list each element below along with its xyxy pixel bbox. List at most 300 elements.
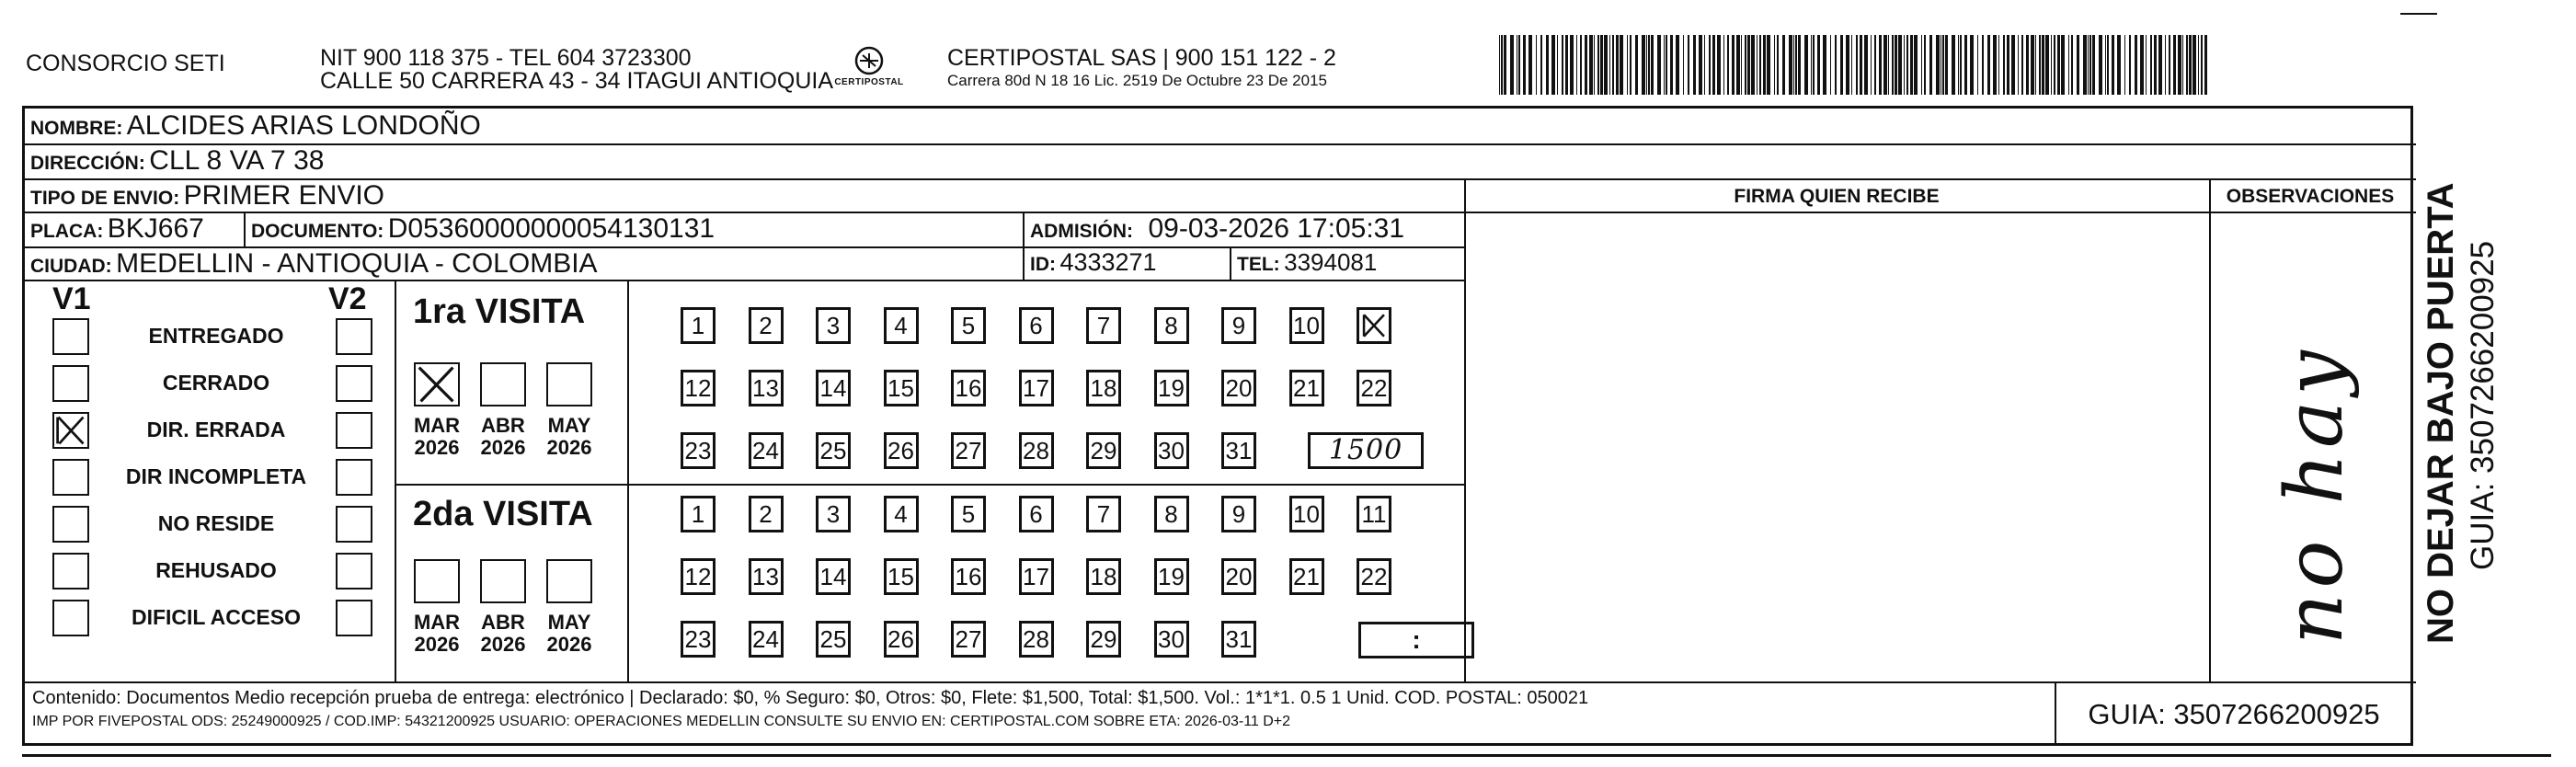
first-visit-day-25[interactable]: 25 [816, 432, 851, 469]
barcode-bar [2201, 35, 2203, 95]
second-visit-label: 2da VISITA [413, 495, 593, 533]
second-visit-day-8[interactable]: 8 [1154, 496, 1189, 532]
barcode-bar [1609, 35, 1610, 95]
barcode-bar [2057, 35, 2060, 95]
barcode-bar [2011, 35, 2015, 95]
x-mark-icon [1359, 310, 1389, 341]
second-visit-day-17[interactable]: 17 [1019, 558, 1054, 595]
barcode-bar [2077, 35, 2079, 95]
second-visit-month-checkbox-1[interactable] [480, 559, 526, 603]
barcode-bar [2035, 35, 2036, 95]
nombre-value: ALCIDES ARIAS LONDOÑO [126, 110, 481, 141]
v2-checkbox-0[interactable] [336, 318, 372, 355]
barcode-bar [1518, 35, 1520, 95]
barcode-bar [1741, 35, 1742, 95]
barcode-bar [1576, 35, 1577, 95]
barcode-bar [1688, 35, 1689, 95]
barcode-bar [2140, 35, 2144, 95]
barcode-bar [1727, 35, 1729, 95]
barcode-bar [1732, 35, 1735, 95]
barcode-bar [1767, 35, 1770, 95]
second-visit-time-box[interactable] [1358, 622, 1474, 658]
side-guia-text: GUIA: 3507266200925 [2465, 240, 2501, 570]
first-visit-time-handwritten: 1500 [1328, 434, 1403, 466]
second-visit-day-2[interactable]: 2 [749, 496, 784, 532]
second-visit-month-checkbox-0[interactable] [414, 559, 460, 603]
checklist-option-label: NO RESIDE [157, 511, 275, 535]
barcode-bar [1936, 35, 1940, 95]
first-visit-day-4[interactable]: 4 [884, 307, 919, 344]
barcode-bar [2026, 35, 2029, 95]
shipping-form [22, 106, 2413, 746]
barcode-bar [1864, 35, 1868, 95]
first-visit-day-2[interactable]: 2 [749, 307, 784, 344]
barcode-bar [1717, 35, 1721, 95]
first-visit-day-14[interactable]: 14 [816, 370, 851, 406]
direccion-value: CLL 8 VA 7 38 [149, 145, 325, 176]
v2-checkbox-2[interactable] [336, 412, 372, 449]
second-visit-day-23[interactable]: 23 [681, 621, 716, 658]
barcode-bar [1630, 35, 1631, 95]
first-visit-day-13[interactable]: 13 [749, 370, 784, 406]
second-visit-day-22[interactable]: 22 [1357, 558, 1391, 595]
side-guia [2465, 147, 2511, 570]
second-visit-day-5[interactable]: 5 [951, 496, 986, 532]
second-visit-month-label-1 [471, 612, 535, 656]
first-visit-day-9[interactable]: 9 [1221, 307, 1256, 344]
second-visit-day-24[interactable]: 24 [749, 621, 784, 658]
barcode-bar [2031, 35, 2034, 95]
second-visit-day-19[interactable]: 19 [1154, 558, 1189, 595]
barcode-bar [2068, 35, 2069, 95]
barcode-bar [2045, 35, 2049, 95]
barcode-bar [1589, 35, 1593, 95]
v1-checkbox-3[interactable] [52, 459, 89, 496]
barcode-bar [1817, 35, 1820, 95]
barcode-bar [1823, 35, 1826, 95]
nit-line: NIT 900 118 375 - TEL 604 3723300 [320, 45, 692, 71]
logo-text: CERTIPOSTAL [834, 77, 904, 87]
barcode-bar [2189, 35, 2192, 95]
side-warning-text: NO DEJAR BAJO PUERTA [2421, 182, 2461, 644]
barcode-bar [1646, 35, 1647, 95]
barcode-bar [1723, 35, 1724, 95]
tipo-label: TIPO DE ENVIO: [30, 188, 180, 209]
barcode-bar [1704, 35, 1705, 95]
barcode-bar [2088, 35, 2089, 95]
barcode-bar [1712, 35, 1715, 95]
checklist-option-label: ENTREGADO [148, 324, 284, 348]
month-name: MAY [547, 611, 591, 634]
first-visit-day-8[interactable]: 8 [1154, 307, 1189, 344]
barcode-bar [2092, 35, 2095, 95]
barcode-bar [1964, 35, 1967, 95]
barcode-bar [1745, 35, 1746, 95]
first-visit-day-5[interactable]: 5 [951, 307, 986, 344]
barcode-bar [1830, 35, 1831, 95]
first-visit-day-18[interactable]: 18 [1086, 370, 1121, 406]
second-visit-day-16[interactable]: 16 [951, 558, 986, 595]
barcode-bar [2192, 35, 2196, 95]
first-visit-day-26[interactable]: 26 [884, 432, 919, 469]
first-visit-day-11-checked[interactable] [1357, 307, 1391, 344]
placa-row [30, 213, 204, 245]
second-visit-month-label-0 [405, 612, 469, 656]
barcode-bar [1580, 35, 1582, 95]
v2-checkbox-4[interactable] [336, 506, 372, 543]
month-year: 2026 [414, 633, 460, 656]
barcode-bar [2042, 35, 2044, 95]
barcode-bar [1642, 35, 1645, 95]
documento-label: DOCUMENTO: [251, 221, 384, 242]
barcode-bar [1958, 35, 1959, 95]
barcode-bar [2089, 35, 2091, 95]
barcode-bar [1811, 35, 1812, 95]
barcode-bar [2182, 35, 2183, 95]
second-visit-day-30[interactable]: 30 [1154, 621, 1189, 658]
admision-value: 09-03-2026 17:05:31 [1148, 213, 1405, 244]
month-year: 2026 [546, 436, 592, 459]
second-visit-time-placeholder: : [1412, 625, 1421, 654]
barcode-bar [1666, 35, 1667, 95]
admision-row [1030, 213, 1404, 245]
id-row [1030, 248, 1157, 277]
first-visit-day-28[interactable]: 28 [1019, 432, 1054, 469]
second-visit-day-10[interactable]: 10 [1289, 496, 1324, 532]
address-line: CALLE 50 CARRERA 43 - 34 ITAGUI ANTIOQUIA [320, 68, 834, 94]
second-visit-day-28[interactable]: 28 [1019, 621, 1054, 658]
first-visit-day-10[interactable]: 10 [1289, 307, 1324, 344]
checklist-option-label: REHUSADO [155, 558, 277, 582]
v1-label: V1 [52, 281, 91, 316]
v1-checkbox-1[interactable] [52, 365, 89, 402]
barcode-bar [1763, 35, 1766, 95]
month-name: MAY [547, 414, 591, 437]
barcode-bar [1795, 35, 1797, 95]
barcode-bar [1851, 35, 1852, 95]
second-visit-month-label-2 [537, 612, 601, 656]
barcode-bar [1546, 35, 1549, 95]
barcode-bar [1657, 35, 1661, 95]
barcode-bar [1570, 35, 1574, 95]
first-visit-month-checkbox-2[interactable] [546, 362, 592, 406]
barcode-bar [1612, 35, 1614, 95]
first-visit-month-label-1 [471, 415, 535, 459]
barcode-bar [1871, 35, 1872, 95]
v1-checkbox-2[interactable] [52, 412, 89, 449]
observaciones-label: OBSERVACIONES [2226, 186, 2395, 207]
first-visit-day-6[interactable]: 6 [1019, 307, 1054, 344]
placa-label: PLACA: [30, 221, 104, 242]
barcode-bar [1594, 35, 1595, 95]
second-visit-day-9[interactable]: 9 [1221, 496, 1256, 532]
barcode-bar [1616, 35, 1619, 95]
first-visit-day-23[interactable]: 23 [681, 432, 716, 469]
second-visit-day-3[interactable]: 3 [816, 496, 851, 532]
v2-checkbox-6[interactable] [336, 600, 372, 636]
second-visit-day-4[interactable]: 4 [884, 496, 919, 532]
barcode-bar [1551, 35, 1555, 95]
second-visit-day-21[interactable]: 21 [1289, 558, 1324, 595]
barcode-bar [1945, 35, 1948, 95]
first-visit-label: 1ra VISITA [413, 292, 586, 331]
barcode-bar [1789, 35, 1792, 95]
barcode-bar [2150, 35, 2152, 95]
first-visit-day-17[interactable]: 17 [1019, 370, 1054, 406]
first-visit-month-label-2 [537, 415, 601, 459]
second-visit-day-18[interactable]: 18 [1086, 558, 1121, 595]
certipostal-sub: Carrera 80d N 18 16 Lic. 2519 De Octubre 23 De 2015 [947, 72, 1327, 89]
v1-checkbox-4[interactable] [52, 506, 89, 543]
v1-checkbox-5[interactable] [52, 553, 89, 590]
second-visit-day-7[interactable]: 7 [1086, 496, 1121, 532]
barcode-bar [1879, 35, 1882, 95]
barcode-bar [2178, 35, 2181, 95]
first-visit-day-21[interactable]: 21 [1289, 370, 1324, 406]
barcode-bar [2039, 35, 2041, 95]
barcode-bar [1846, 35, 1849, 95]
barcode-bar [2135, 35, 2137, 95]
firma-label: FIRMA QUIEN RECIBE [1734, 186, 1940, 207]
direccion-label: DIRECCIÓN: [30, 153, 145, 174]
barcode-bar [1804, 35, 1808, 95]
first-visit-day-29[interactable]: 29 [1086, 432, 1121, 469]
barcode-bar [1504, 35, 1506, 95]
barcode-bar [1895, 35, 1897, 95]
v1-checkbox-6[interactable] [52, 600, 89, 636]
certipostal-logo [832, 42, 906, 97]
first-visit-day-27[interactable]: 27 [951, 432, 986, 469]
month-name: ABR [481, 414, 525, 437]
barcode-bar [1651, 35, 1654, 95]
first-visit-month-checkbox-1[interactable] [480, 362, 526, 406]
second-visit-day-12[interactable]: 12 [681, 558, 716, 595]
barcode-bar [1747, 35, 1750, 95]
barcode-bar [1620, 35, 1623, 95]
ciudad-row [30, 248, 598, 280]
barcode-bar [1759, 35, 1761, 95]
barcode-bar [1929, 35, 1932, 95]
barcode-bar [1751, 35, 1755, 95]
barcode-bar [1987, 35, 1990, 95]
second-visit-day-6[interactable]: 6 [1019, 496, 1054, 532]
barcode-bar [1664, 35, 1665, 95]
barcode-bar [1777, 35, 1779, 95]
month-year: 2026 [414, 436, 460, 459]
barcode-bar [1635, 35, 1638, 95]
barcode-bar [1670, 35, 1673, 95]
barcode-bar [1699, 35, 1702, 95]
ciudad-value: MEDELLIN - ANTIOQUIA - COLOMBIA [116, 248, 598, 279]
corner-mark [2400, 13, 2437, 18]
company-name: CONSORCIO SETI [26, 51, 225, 76]
barcode-bar [2186, 35, 2188, 95]
v2-checkbox-1[interactable] [336, 365, 372, 402]
v2-label: V2 [328, 281, 367, 316]
barcode-bar [1565, 35, 1568, 95]
documento-value: D05360000000054130131 [387, 213, 716, 244]
barcode-bar [1993, 35, 1997, 95]
handwritten-note-text: no hay [2269, 345, 2361, 645]
second-visit-day-1[interactable]: 1 [681, 496, 716, 532]
barcode-bar [1528, 35, 1532, 95]
barcode-bar [1856, 35, 1858, 95]
barcode-bar [1676, 35, 1679, 95]
barcode-bar [1960, 35, 1962, 95]
barcode-bar [2071, 35, 2073, 95]
nombre-label: NOMBRE: [30, 118, 123, 139]
barcode-bar [1906, 35, 1908, 95]
first-visit-day-31[interactable]: 31 [1221, 432, 1256, 469]
first-visit-day-19[interactable]: 19 [1154, 370, 1189, 406]
barcode-bar [1840, 35, 1843, 95]
second-visit-day-29[interactable]: 29 [1086, 621, 1121, 658]
checklist-option-label: CERRADO [162, 371, 270, 395]
checklist-option-label: DIFICIL ACCESO [131, 605, 301, 629]
checklist-option-label: DIR INCOMPLETA [125, 464, 307, 488]
second-visit-day-25[interactable]: 25 [816, 621, 851, 658]
month-year: 2026 [480, 633, 526, 656]
second-visit-day-27[interactable]: 27 [951, 621, 986, 658]
tipo-row [30, 180, 384, 212]
direccion-row [30, 145, 324, 177]
documento-row [251, 213, 715, 245]
first-visit-day-30[interactable]: 30 [1154, 432, 1189, 469]
admision-label: ADMISIÓN: [1030, 221, 1133, 242]
nombre-row [30, 110, 481, 142]
footer-guia: GUIA: 3507266200925 [2088, 698, 2380, 730]
barcode [1499, 35, 2207, 95]
barcode-bar [2003, 35, 2005, 95]
barcode-bar [1774, 35, 1775, 95]
id-value: 4333271 [1059, 248, 1157, 276]
month-name: ABR [481, 611, 525, 634]
side-warning [2421, 92, 2467, 644]
second-visit-day-15[interactable]: 15 [884, 558, 919, 595]
handwritten-observation [2260, 311, 2370, 660]
barcode-bar [1892, 35, 1894, 95]
barcode-bar [1523, 35, 1526, 95]
barcode-bar [1874, 35, 1876, 95]
month-name: MAR [413, 414, 461, 437]
id-label: ID: [1030, 254, 1056, 275]
barcode-bar [2146, 35, 2147, 95]
barcode-bar [2129, 35, 2131, 95]
barcode-bar [1798, 35, 1801, 95]
barcode-bar [2021, 35, 2023, 95]
tel-value: 3394081 [1284, 248, 1378, 276]
x-mark-icon [416, 364, 458, 405]
barcode-bar [1904, 35, 1905, 95]
barcode-bar [1898, 35, 1902, 95]
barcode-bar [1860, 35, 1862, 95]
month-year: 2026 [546, 633, 592, 656]
footer-line-2: IMP POR FIVEPOSTAL ODS: 25249000925 / COD.IMP: 54321200925 USUARIO: OPERACIONES MEDELLIN CONSULTE SU ENVIO EN: CERTIPOSTAL.COM SOBRE ETA: 2026-03-11 D+2 [32, 714, 1291, 729]
barcode-bar [1693, 35, 1696, 95]
barcode-bar [1977, 35, 1978, 95]
first-visit-month-checkbox-0[interactable] [414, 362, 460, 406]
x-mark-icon [54, 414, 87, 447]
barcode-bar [1600, 35, 1603, 95]
barcode-bar [1982, 35, 1984, 95]
barcode-bar [1597, 35, 1599, 95]
barcode-bar [2007, 35, 2009, 95]
barcode-bar [1883, 35, 1887, 95]
first-visit-day-1[interactable]: 1 [681, 307, 716, 344]
barcode-bar [2112, 35, 2114, 95]
barcode-bar [1627, 35, 1628, 95]
barcode-bar [1557, 35, 1558, 95]
second-visit-month-checkbox-2[interactable] [546, 559, 592, 603]
barcode-bar [1782, 35, 1785, 95]
barcode-bar [1501, 35, 1503, 95]
barcode-bar [1648, 35, 1650, 95]
first-visit-day-24[interactable]: 24 [749, 432, 784, 469]
second-visit-day-14[interactable]: 14 [816, 558, 851, 595]
barcode-bar [1998, 35, 1999, 95]
first-visit-day-16[interactable]: 16 [951, 370, 986, 406]
first-visit-day-7[interactable]: 7 [1086, 307, 1121, 344]
second-visit-day-13[interactable]: 13 [749, 558, 784, 595]
barcode-bar [2117, 35, 2121, 95]
barcode-bar [2107, 35, 2109, 95]
first-visit-time-box[interactable] [1308, 432, 1424, 469]
barcode-bar [1683, 35, 1684, 95]
month-name: MAR [413, 611, 461, 634]
barcode-bar [2198, 35, 2199, 95]
tel-label: TEL: [1237, 254, 1280, 275]
second-visit-day-31[interactable]: 31 [1221, 621, 1256, 658]
v2-checkbox-5[interactable] [336, 553, 372, 590]
checklist-option-label: DIR. ERRADA [146, 418, 286, 441]
tel-row [1237, 248, 1377, 277]
second-visit-day-20[interactable]: 20 [1221, 558, 1256, 595]
barcode-bar [1835, 35, 1837, 95]
v1-checkbox-0[interactable] [52, 318, 89, 355]
barcode-bar [2051, 35, 2052, 95]
barcode-bar [1793, 35, 1794, 95]
barcode-bar [2099, 35, 2102, 95]
barcode-bar [2204, 35, 2207, 95]
second-visit-day-11[interactable]: 11 [1357, 496, 1391, 532]
barcode-bar [2018, 35, 2019, 95]
barcode-bar [2083, 35, 2087, 95]
barcode-bar [1952, 35, 1955, 95]
first-visit-day-20[interactable]: 20 [1221, 370, 1256, 406]
barcode-bar [1540, 35, 1542, 95]
second-visit-day-26[interactable]: 26 [884, 621, 919, 658]
barcode-bar [2154, 35, 2157, 95]
barcode-bar [1604, 35, 1608, 95]
footer-line-1: Contenido: Documentos Medio recepción prueba de entrega: electrónico | Declarado: $0, % Seguro: $0, Otros: $0, Flete: $1,500, Total: $1,500. Vol.: 1*1*1. 0.5 1 Unid. COD. POSTAL: 050021 [32, 688, 1589, 708]
barcode-bar [2169, 35, 2170, 95]
barcode-bar [1924, 35, 1926, 95]
month-year: 2026 [480, 436, 526, 459]
barcode-bar [1536, 35, 1537, 95]
first-visit-day-3[interactable]: 3 [816, 307, 851, 344]
first-visit-day-12[interactable]: 12 [681, 370, 716, 406]
barcode-bar [1888, 35, 1889, 95]
placa-value: BKJ667 [107, 213, 204, 244]
first-visit-month-label-0 [405, 415, 469, 459]
v2-checkbox-3[interactable] [336, 459, 372, 496]
first-visit-day-15[interactable]: 15 [884, 370, 919, 406]
barcode-bar [1921, 35, 1922, 95]
barcode-bar [2158, 35, 2162, 95]
first-visit-day-22[interactable]: 22 [1357, 370, 1391, 406]
bottom-rule [22, 754, 2551, 757]
barcode-bar [1914, 35, 1918, 95]
